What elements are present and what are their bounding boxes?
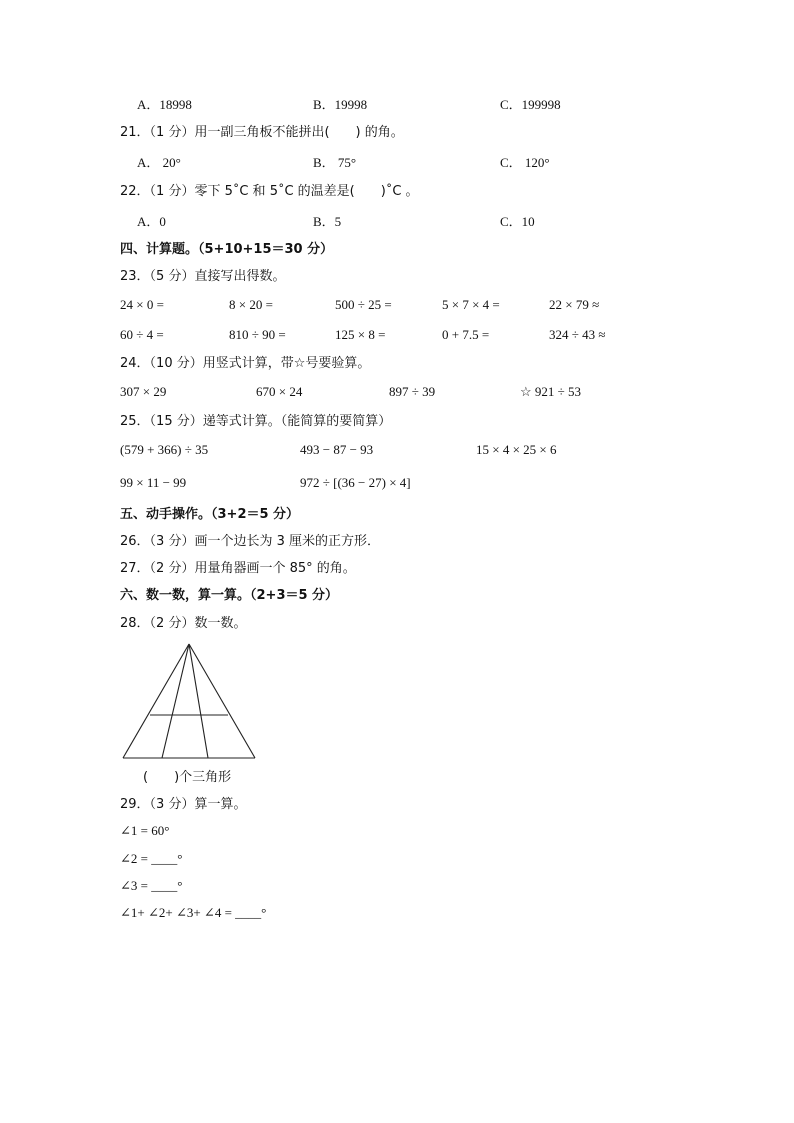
- q26-stem: 26．（3 分）画一个边长为 3 厘米的正方形．: [120, 534, 380, 549]
- q23-expr: 24 × 0 =: [120, 297, 164, 312]
- q23-expr: 500 ÷ 25 =: [335, 297, 392, 312]
- q25-expr: 972 ÷ [(36 − 27) × 4]: [300, 475, 411, 490]
- q20-option-a: A．18998: [137, 97, 192, 112]
- triangle-inner-line-left: [162, 644, 189, 758]
- q21-option-a: A． 20°: [137, 155, 181, 170]
- q24-expr: 307 × 29: [120, 384, 167, 399]
- q25-expr: (579 + 366) ÷ 35: [120, 442, 209, 457]
- q20-option-b: B．19998: [313, 97, 368, 112]
- q23-expr: 125 × 8 =: [335, 327, 386, 342]
- q23-expr: 8 × 20 =: [229, 297, 273, 312]
- q20-option-c: C．199998: [500, 97, 561, 112]
- q22-stem: 22．（1 分）零下 5˚C 和 5˚C 的温差是( )˚C 。: [120, 184, 419, 199]
- q22-option-c: C．10: [500, 214, 535, 229]
- q25-stem: 25．（15 分）递等式计算。（能简算的要简算）: [120, 414, 392, 429]
- q23-expr: 60 ÷ 4 =: [120, 327, 164, 342]
- q24-expr: ☆ 921 ÷ 53: [520, 384, 582, 399]
- q24-expr: 897 ÷ 39: [389, 384, 436, 399]
- q23-expr: 5 × 7 × 4 =: [442, 297, 500, 312]
- q25-expr: 99 × 11 − 99: [120, 475, 187, 490]
- q29-angle-line: ∠2 = ____°: [120, 851, 183, 866]
- q23-stem: 23．（5 分）直接写出得数。: [120, 269, 286, 284]
- q29-stem: 29．（3 分）算一算。: [120, 797, 247, 812]
- q28-answer: ( )个三角形: [143, 770, 232, 785]
- q22-option-a: A．0: [137, 214, 166, 229]
- q25-expr: 493 − 87 − 93: [300, 442, 374, 457]
- q24-expr: 670 × 24: [256, 384, 303, 399]
- q29-angle-line: ∠1+ ∠2+ ∠3+ ∠4 = ____°: [120, 905, 267, 920]
- q27-stem: 27．（2 分）用量角器画一个 85° 的角。: [120, 561, 356, 576]
- section-5-title: 五、动手操作。（3+2＝5 分）: [120, 507, 300, 522]
- q23-expr: 22 × 79 ≈: [549, 297, 600, 312]
- q21-option-b: B． 75°: [313, 155, 357, 170]
- triangle-figure: [118, 638, 264, 764]
- q29-angle-line: ∠1 = 60°: [120, 823, 170, 838]
- q23-expr: 0 + 7.5 =: [442, 327, 490, 342]
- q29-angle-line: ∠3 = ____°: [120, 878, 183, 893]
- q21-option-c: C． 120°: [500, 155, 550, 170]
- section-4-title: 四、计算题。（5+10+15＝30 分）: [120, 242, 334, 257]
- q23-expr: 324 ÷ 43 ≈: [549, 327, 606, 342]
- section-6-title: 六、数一数，算一算。（2+3＝5 分）: [120, 588, 339, 603]
- q24-stem: 24．（10 分）用竖式计算，带☆号要验算。: [120, 356, 371, 371]
- q25-expr: 15 × 4 × 25 × 6: [476, 442, 557, 457]
- q23-expr: 810 ÷ 90 =: [229, 327, 286, 342]
- q22-option-b: B．5: [313, 214, 342, 229]
- q21-stem: 21．（1 分）用一副三角板不能拼出( ) 的角。: [120, 125, 404, 140]
- triangle-left-side: [123, 644, 189, 758]
- q28-stem: 28．（2 分）数一数。: [120, 616, 247, 631]
